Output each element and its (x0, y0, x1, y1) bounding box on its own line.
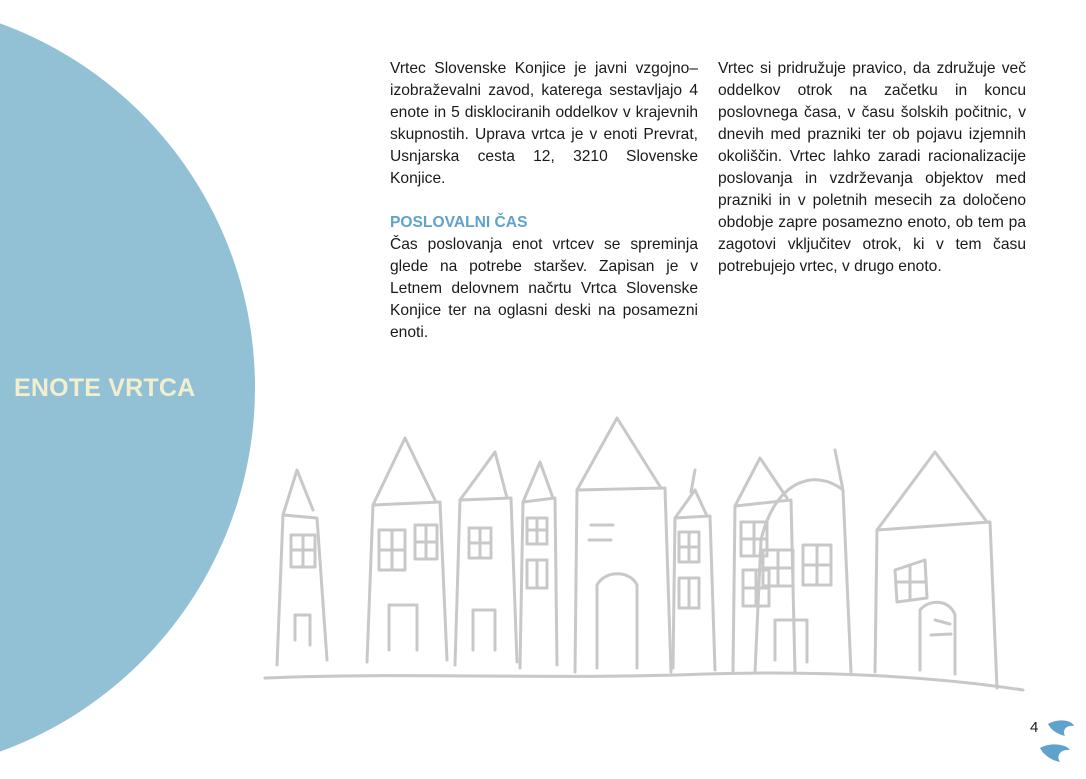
houses-sketch-illustration (255, 410, 1035, 705)
page-number: 4 (1030, 719, 1039, 736)
wave-corner-icon (1038, 716, 1078, 766)
intro-paragraph: Vrtec Slovenske Konjice je javni vzgojno–izobraževalni zavod, katerega sestavljajo 4 enote in 5 disklociranih oddelkov v krajevnih skupnostih. Uprava vrtca je v enoti Prevrat, Usnjarska cesta 12, 3210 Slovenske Konjice. (390, 60, 698, 187)
section-title: ENOTE VRTCA (14, 374, 196, 402)
opening-hours-paragraph: Čas poslovanja enot vrtcev se spreminja glede na potrebe staršev. Zapisan je v Letnem delovnem načrtu Vrtca Slovenske Konjice ter na oglasni deski na posamezni enoti. (390, 236, 698, 341)
merging-paragraph: Vrtec si pridružuje pravico, da združuje več oddelkov otrok na začetku in koncu poslovnega časa, v času šolskih počitnic, v dnevih med prazniki ter ob pojavu izjemnih okoliščin. Vrtec lahko zaradi racionalizacije poslovanja in vzdrževanja objektov med prazniki in v poletnih mesecih za določeno obdobje zapre posamezno enoto, ob tem pa zagotovi vključitev otrok, ki v tem času potrebujejo vrtec, v drugo enoto. (718, 60, 1026, 275)
text-column-left (390, 58, 698, 344)
opening-hours-heading: POSLOVALNI ČAS (390, 214, 528, 231)
text-column-right (718, 58, 1026, 278)
